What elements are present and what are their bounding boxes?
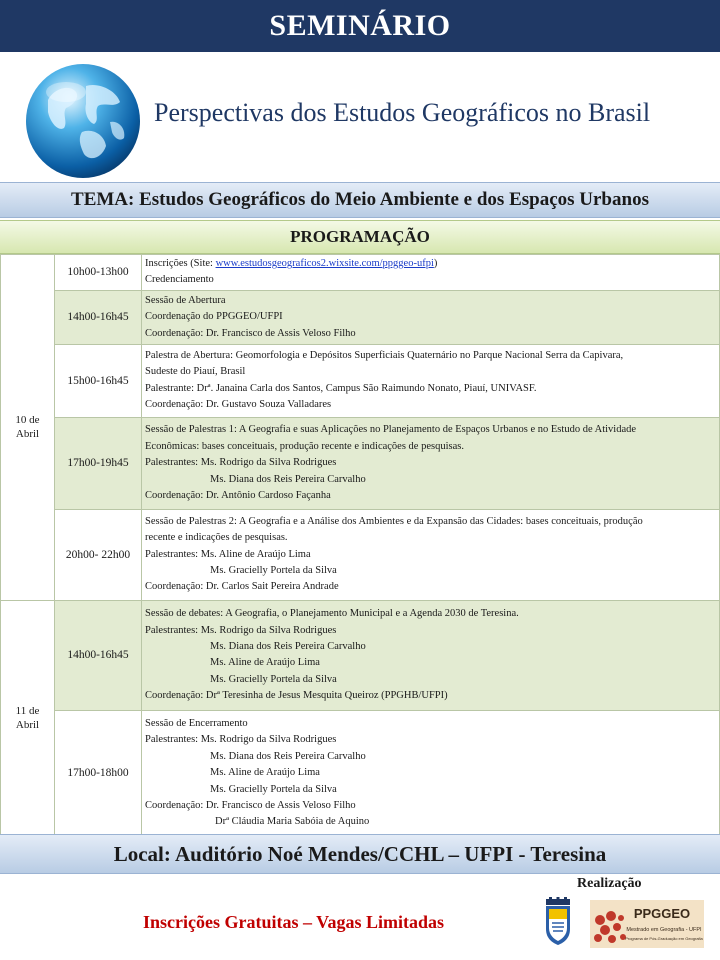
session-line: Palestrantes: Ms. Aline de Araújo Lima <box>145 548 311 560</box>
time-cell: 10h00-13h00 <box>55 255 142 291</box>
session-line: Ms. Gracielly Portela da Silva <box>210 673 337 685</box>
schedule-row <box>1 710 720 836</box>
session-line: Ms. Diana dos Reis Pereira Carvalho <box>210 640 366 652</box>
time-cell: 14h00-16h45 <box>55 600 142 710</box>
session-cell <box>142 255 720 291</box>
schedule-row <box>1 509 720 600</box>
organizer-label: Realização <box>577 876 642 891</box>
session-cell <box>142 509 720 600</box>
session-cell <box>142 417 720 509</box>
time-cell: 15h00-16h45 <box>55 344 142 417</box>
session-line: Inscrições (Site: <box>145 258 216 269</box>
session-line: Sessão de Palestras 1: A Geografia e suas Aplicações no Planejamento de Espaços Urbanos e no Estudo de Atividade <box>145 424 637 436</box>
session-line: Sessão de Palestras 2: A Geografia e a Análise dos Ambientes e da Expansão das Cidades: bases conceituais, produção <box>145 515 643 527</box>
session-line: Coordenação: Dr. Carlos Sait Pereira Andrade <box>145 581 339 593</box>
schedule-row <box>1 290 720 344</box>
time-cell: 17h00-19h45 <box>55 417 142 509</box>
schedule-row <box>1 600 720 710</box>
session-line: Coordenação: Dr. Antônio Cardoso Façanha <box>145 489 331 501</box>
session-line: Coordenação do PPGGEO/UFPI <box>145 311 283 323</box>
session-line: Coordenação: Dr. Gustavo Souza Valladares <box>145 399 332 411</box>
session-line: Econômicas: bases conceituais, produção recente e indicações de pesquisas. <box>145 440 464 452</box>
session-line: Palestra de Abertura: Geomorfologia e Depósitos Superficiais Quaternário no Parque Nacional Serra da Capivara, <box>145 350 624 361</box>
day-line: Abril <box>15 719 40 732</box>
schedule-row <box>1 344 720 417</box>
day-line: 10 de <box>15 414 40 427</box>
program-title: PROGRAMAÇÃO <box>290 227 430 246</box>
session-line: Ms. Aline de Araújo Lima <box>210 767 320 779</box>
header-title: SEMINÁRIO <box>269 9 451 42</box>
session-cell <box>142 290 720 344</box>
header-bar <box>0 0 720 52</box>
program-band <box>0 220 720 254</box>
schedule-row <box>1 255 720 291</box>
seminar-subtitle: Perspectivas dos Estudos Geográficos no Brasil <box>154 98 651 127</box>
session-line: Coordenação: Dr. Francisco de Assis Veloso Filho <box>145 799 356 811</box>
day-cell <box>1 600 55 836</box>
time-cell: 14h00-16h45 <box>55 290 142 344</box>
session-line: Palestrantes: Ms. Rodrigo da Silva Rodrigues <box>145 734 337 746</box>
day-cell <box>1 255 55 601</box>
session-line: Sessão de debates: A Geografia, o Planejamento Municipal e a Agenda 2030 de Teresina. <box>145 608 519 620</box>
theme-text: TEMA: Estudos Geográficos do Meio Ambiente e dos Espaços Urbanos <box>71 189 649 210</box>
session-line: Ms. Aline de Araújo Lima <box>210 657 320 669</box>
registration-note: Inscrições Gratuitas – Vagas Limitadas <box>143 912 445 932</box>
ufpi-crest-icon <box>543 897 573 947</box>
session-line: Palestrantes: Ms. Rodrigo da Silva Rodrigues <box>145 457 337 469</box>
session-line: Palestrante: Drª. Janaina Carla dos Santos, Campus São Raimundo Nonato, Piauí, UNIVASF. <box>145 382 537 394</box>
registration-link[interactable]: www.estudosgeograficos2.wixsite.com/ppggeo-ufpi <box>215 258 434 269</box>
session-line: Coordenação: Drª Teresinha de Jesus Mesquita Queiroz (PPGHB/UFPI) <box>145 690 448 702</box>
schedule-row <box>1 417 720 509</box>
session-line: Ms. Diana dos Reis Pereira Carvalho <box>210 750 366 762</box>
session-line: Coordenação: Dr. Francisco de Assis Veloso Filho <box>145 327 356 339</box>
session-line: Palestrantes: Ms. Rodrigo da Silva Rodrigues <box>145 624 337 636</box>
session-line: Ms. Diana dos Reis Pereira Carvalho <box>210 473 366 485</box>
session-line: Sessão de Abertura <box>145 294 226 306</box>
session-line: recente e indicações de pesquisas. <box>145 532 288 544</box>
session-line: Drª Cláudia Maria Sabóia de Aquino <box>215 816 370 828</box>
schedule-table <box>0 254 720 837</box>
ppggeo-logo-name: PPGGEO <box>633 906 691 921</box>
session-line: ) <box>433 258 438 269</box>
ppggeo-logo-line2: Programa de Pós-Graduação em Geografia <box>625 936 703 941</box>
session-line: Credenciamento <box>145 274 214 286</box>
day-line: Abril <box>15 428 40 441</box>
session-line: Sudeste do Piauí, Brasil <box>145 366 246 378</box>
session-cell <box>142 344 720 417</box>
session-line: Sessão de Encerramento <box>145 717 248 729</box>
ppggeo-logo <box>590 900 704 948</box>
session-line: Ms. Gracielly Portela da Silva <box>210 565 337 577</box>
time-cell: 17h00-18h00 <box>55 710 142 836</box>
session-line: Ms. Gracielly Portela da Silva <box>210 783 337 795</box>
session-cell <box>142 600 720 710</box>
venue-text: Local: Auditório Noé Mendes/CCHL – UFPI - Teresina <box>113 841 607 866</box>
time-cell: 20h00- 22h00 <box>55 509 142 600</box>
theme-band <box>0 182 720 218</box>
session-cell <box>142 710 720 836</box>
day-line: 11 de <box>15 705 40 718</box>
ppggeo-logo-line1: Mestrado em Geografia - UFPI <box>626 927 702 933</box>
globe-icon <box>24 62 142 180</box>
venue-band <box>0 834 720 874</box>
